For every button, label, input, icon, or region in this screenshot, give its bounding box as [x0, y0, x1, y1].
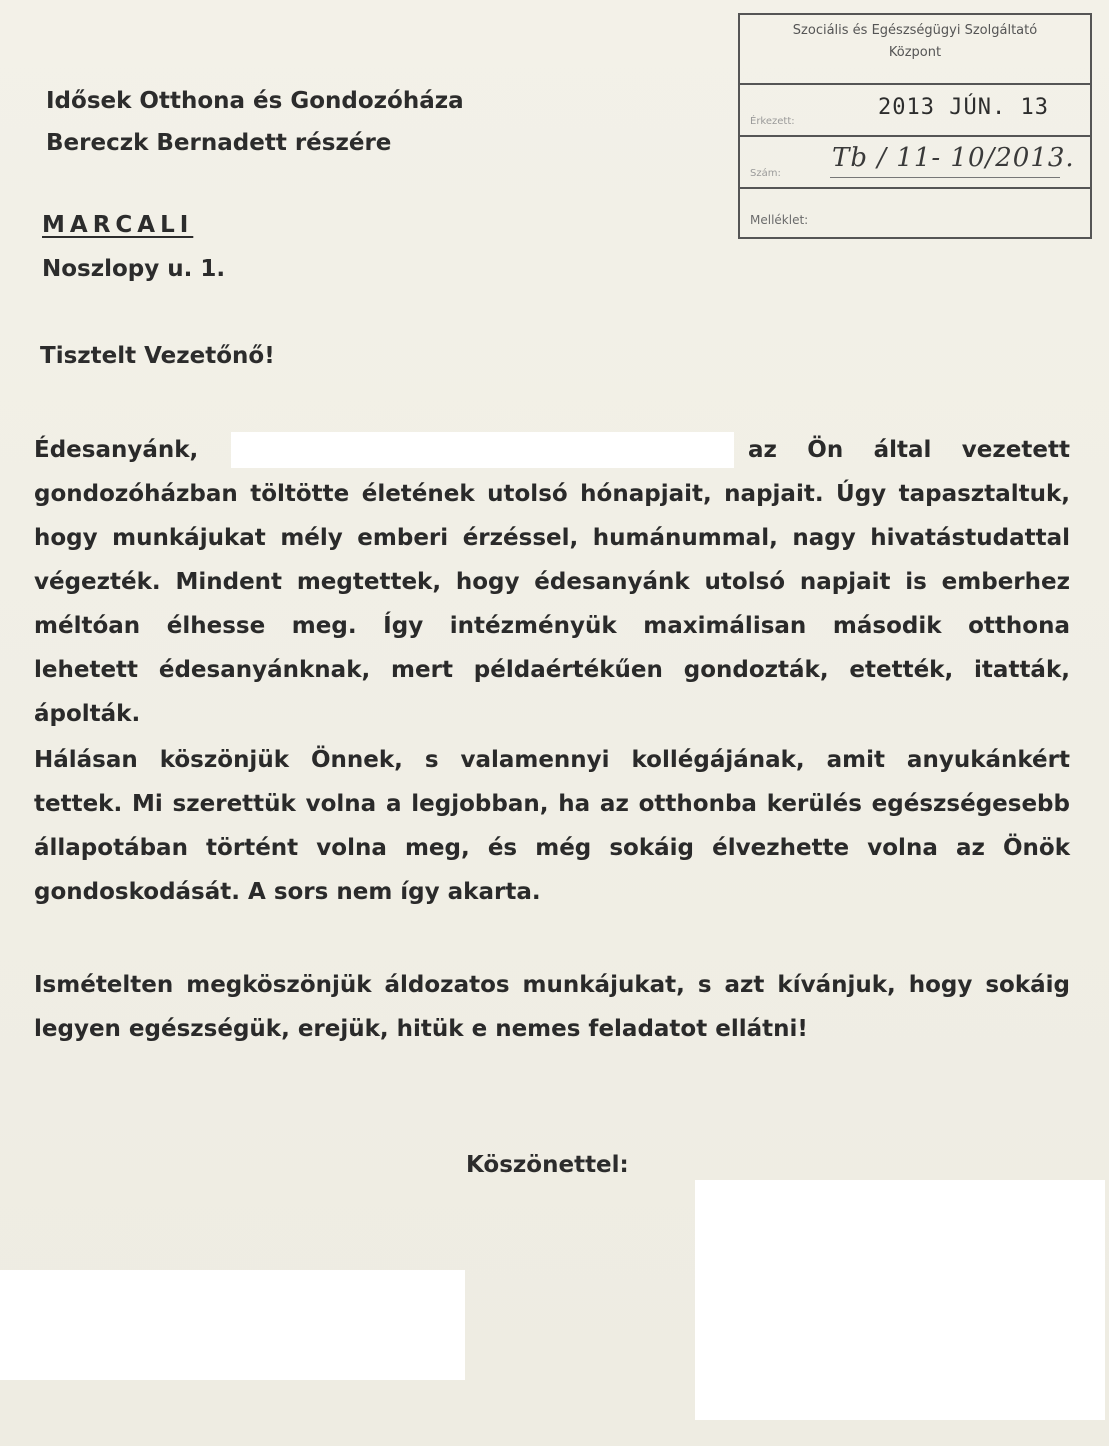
text-line: gondozóházban töltötte életének utolsó hónapjait, napjait. Úgy tapasztaltuk, — [34, 481, 1070, 507]
stamp-header-row — [740, 15, 1090, 85]
text-line: állapotában történt volna meg, és még sokáig élvezhette volna az Önök — [34, 835, 1070, 861]
salutation: Tisztelt Vezetőnő! — [40, 343, 275, 369]
text-line: gondoskodását. A sors nem így akarta. — [34, 879, 541, 905]
word: vezetett — [961, 437, 1070, 463]
recipient-city: MARCALI — [42, 212, 194, 238]
text-line: legyen egészségük, erejük, hitük e nemes feladatot ellátni! — [34, 1016, 808, 1042]
redacted-signature-left — [0, 1270, 465, 1380]
paragraph-1-opening-word: Édesanyánk, — [34, 437, 199, 463]
recipient-institution: Idősek Otthona és Gondozóháza — [46, 88, 464, 114]
recipient-person: Bereczk Bernadett részére — [46, 130, 392, 156]
stamp-attachment-row — [740, 187, 1090, 235]
paragraph-3 — [34, 963, 1070, 1051]
stamp-header-line2: Központ — [888, 45, 942, 60]
redacted-signature-right — [695, 1180, 1105, 1420]
text-line: ápolták. — [34, 701, 141, 727]
text-line: lehetett édesanyánknak, mert példaértékűen gondozták, etették, itatták, — [34, 657, 1070, 683]
text-line: Hálásan köszönjük Önnek, s valamennyi kollégájának, amit anyukánkért — [34, 747, 1070, 773]
word: Ön — [807, 437, 844, 463]
stamp-number-label: Szám: — [750, 168, 781, 179]
paragraph-1 — [34, 428, 1070, 736]
stamp-header-line1: Szociális és Egészségügyi Szolgáltató — [792, 23, 1038, 38]
stamp-received-date: 2013 JÚN. 13 — [878, 95, 1049, 120]
paragraph-2 — [34, 738, 1070, 914]
word: által — [873, 437, 932, 463]
stamp-received-label: Érkezett: — [750, 116, 795, 127]
closing: Köszönettel: — [466, 1152, 629, 1178]
stamp-attachment-label: Melléklet: — [750, 213, 809, 227]
text-line: végezték. Mindent megtettek, hogy édesanyánk utolsó napjait is emberhez — [34, 569, 1070, 595]
registry-stamp — [738, 13, 1092, 239]
paragraph-1-first-line-rest — [748, 428, 1070, 472]
text-line: méltóan élhesse meg. Így intézményük maximálisan második otthona — [34, 613, 1070, 639]
stamp-received-row — [740, 83, 1090, 137]
stamp-number-underline — [830, 177, 1060, 179]
recipient-street: Noszlopy u. 1. — [42, 256, 226, 282]
stamp-number-row — [740, 135, 1090, 189]
redacted-name — [231, 432, 734, 468]
text-line: tettek. Mi szerettük volna a legjobban, ha az otthonba kerülés egészségesebb — [34, 791, 1070, 817]
stamp-number-value: Tb / 11- 10/2013. — [832, 143, 1075, 173]
text-line: hogy munkájukat mély emberi érzéssel, humánummal, nagy hivatástudattal — [34, 525, 1070, 551]
text-line: Ismételten megköszönjük áldozatos munkájukat, s azt kívánjuk, hogy sokáig — [34, 972, 1070, 998]
word: az — [748, 437, 777, 463]
